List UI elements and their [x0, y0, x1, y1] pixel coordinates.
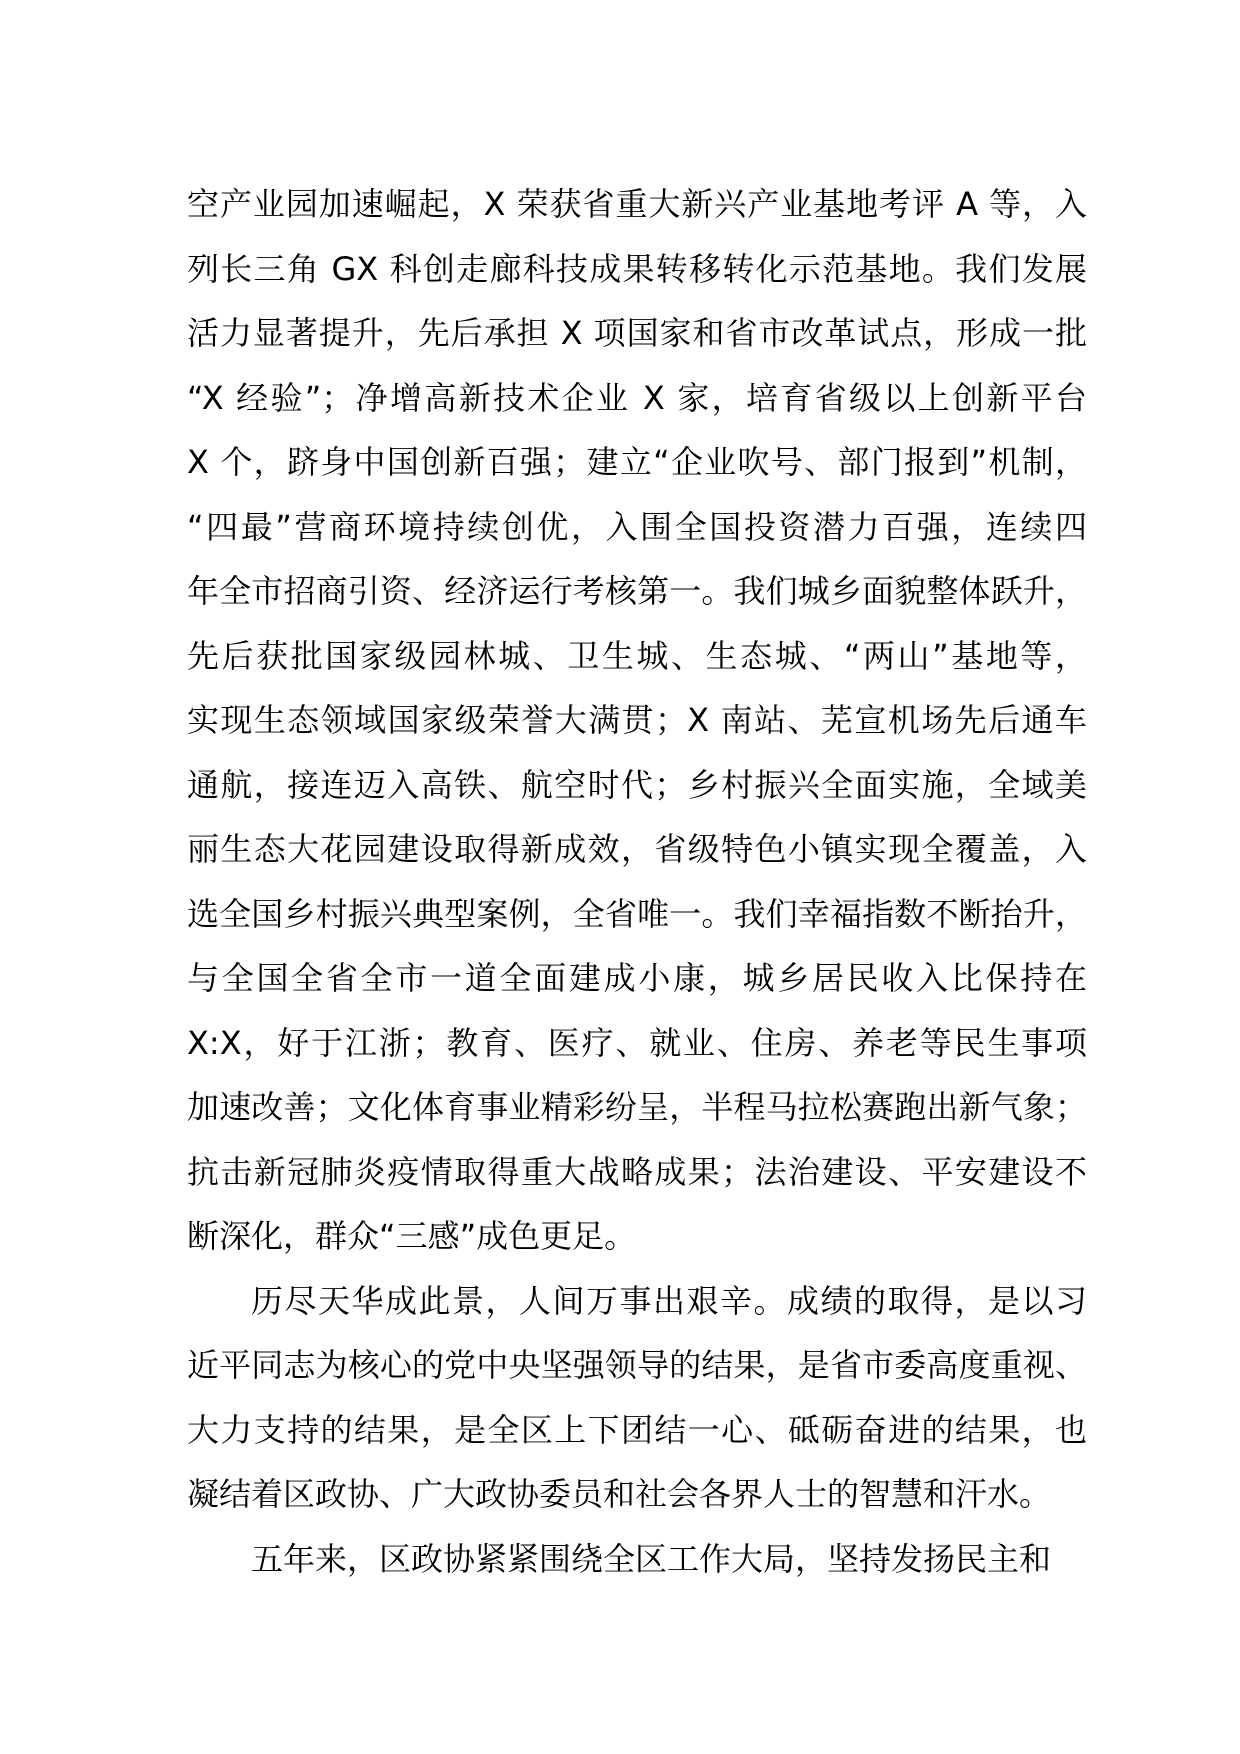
text-line: “X 经验”；净增高新技术企业 X 家，培育省级以上创新平台 — [187, 378, 1087, 417]
text-line: 列长三角 GX 科创走廊科技成果转移转化示范基地。我们发展 — [187, 249, 1087, 288]
text-line: 断深化，群众“三感”成色更足。 — [187, 1217, 637, 1255]
text-line: 凝结着区政协、广大政协委员和社会各界人士的智慧和汗水。 — [187, 1475, 1052, 1513]
text-line: 丽生态大花园建设取得新成效，省级特色小镇实现全覆盖，入 — [187, 830, 1087, 868]
text-line: 与全国全省全市一道全面建成小康，城乡居民收入比保持在 — [187, 959, 1087, 997]
text-line: 选全国乡村振兴典型案例，全省唯一。我们幸福指数不断抬升， — [187, 894, 1087, 933]
text-line: 活力显著提升，先后承担 X 项国家和省市改革试点，形成一批 — [187, 314, 1087, 352]
text-line: X:X，好于江浙；教育、医疗、就业、住房、养老等民生事项 — [187, 1023, 1087, 1062]
text-line: 加速改善；文化体育事业精彩纷呈，半程马拉松赛跑出新气象； — [187, 1088, 1087, 1126]
text-line: “四最”营商环境持续创优，入围全国投资潜力百强，连续四 — [187, 507, 1087, 546]
text-line: 年全市招商引资、经济运行考核第一。我们城乡面貌整体跃升， — [187, 572, 1087, 610]
body-text — [187, 172, 1087, 1591]
paragraph-first-line: 五年来，区政协紧紧围绕全区工作大局，坚持发扬民主和 — [251, 1539, 1052, 1578]
text-line: 实现生态领域国家级荣誉大满贯；X 南站、芜宣机场先后通车 — [187, 701, 1087, 739]
text-line: 先后获批国家级园林城、卫生城、生态城、“两山”基地等， — [187, 636, 1087, 675]
text-line: 近平同志为核心的党中央坚强领导的结果，是省市委高度重视、 — [187, 1346, 1087, 1384]
text-line: 抗击新冠肺炎疫情取得重大战略成果；法治建设、平安建设不 — [187, 1152, 1087, 1191]
text-line: X 个，跻身中国创新百强；建立“企业吹号、部门报到”机制， — [187, 443, 1087, 481]
text-line: 大力支持的结果，是全区上下团结一心、砥砺奋进的结果，也 — [187, 1410, 1087, 1449]
paragraph-first-line: 历尽天华成此景，人间万事出艰辛。成绩的取得，是以习 — [251, 1281, 1087, 1320]
text-line: 空产业园加速崛起，X 荣获省重大新兴产业基地考评 A 等，入 — [187, 185, 1087, 223]
text-line: 通航，接连迈入高铁、航空时代；乡村振兴全面实施，全域美 — [187, 765, 1087, 804]
